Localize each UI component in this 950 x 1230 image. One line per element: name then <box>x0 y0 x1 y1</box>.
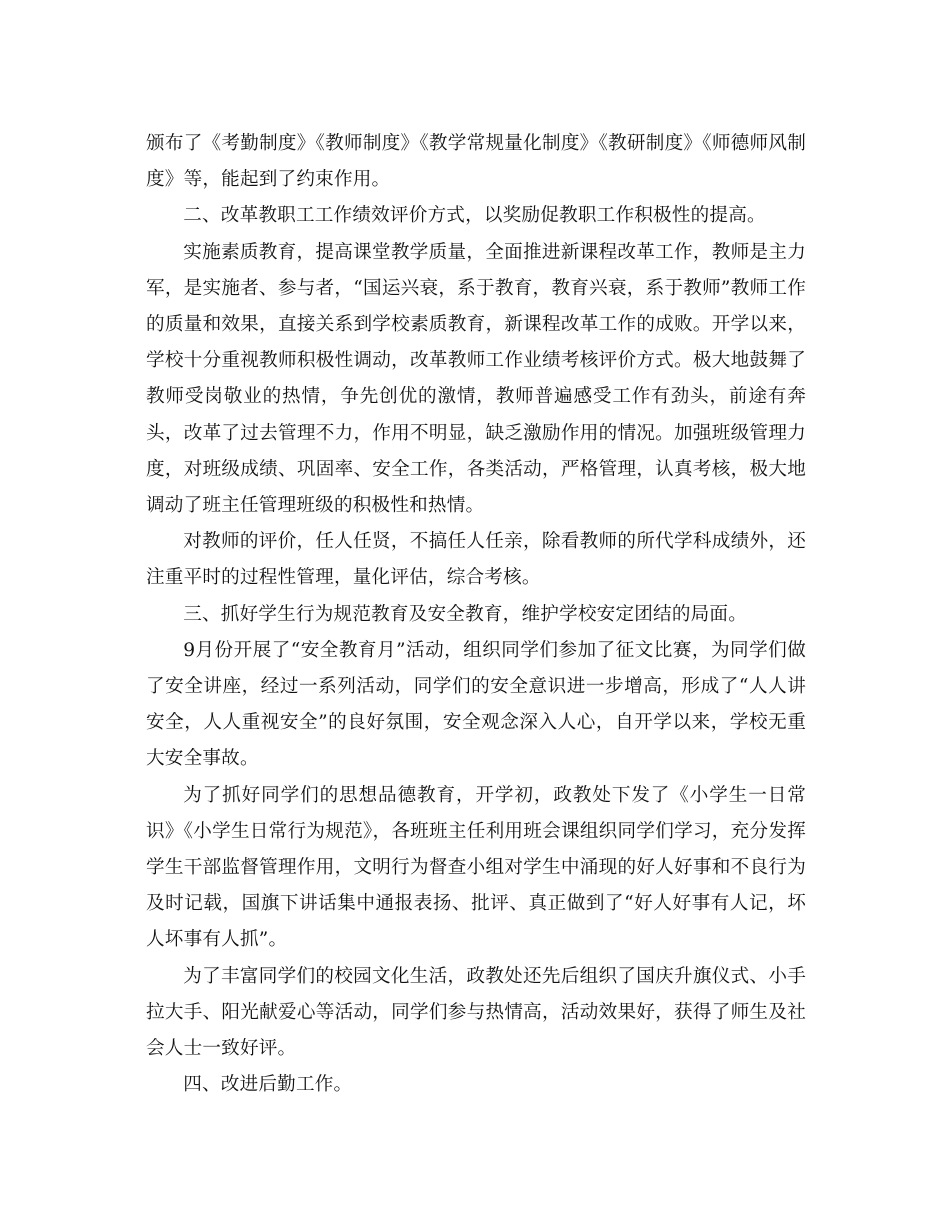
paragraph-regulations: 颁布了《考勤制度》《教师制度》《教学常规量化制度》《教研制度》《师德师风制度》等，能起到了约束作用。 <box>146 133 806 191</box>
paragraph-quality-education: 实施素质教育，提高课堂教学质量，全面推进新课程改革工作，教师是主力军，是实施者、参与者，“国运兴衰，系于教育，教育兴衰，系于教师”教师工作的质量和效果，直接关系到学校素质教育，新课程改革工作的成败。开学以来，学校十分重视教师积极性调动，改革教师工作业绩考核评价方式。极大地鼓舞了教师受岗敬业的热情，争先创优的激情，教师普遍感受工作有劲头，前途有奔头，改革了过去管理不力，作用不明显，缺乏激励作用的情况。加强班级管理力度，对班级成绩、巩固率、安全工作，各类活动，严格管理，认真考核，极大地调动了班主任管理班级的积极性和热情。 <box>146 241 806 517</box>
paragraph-teacher-evaluation: 对教师的评价，任人任贤，不搞任人任亲，除看教师的所代学科成绩外，还注重平时的过程性管理，量化评估，综合考核。 <box>146 531 806 589</box>
paragraph-moral-education: 为了抓好同学们的思想品德教育，开学初，政教处下发了《小学生一日常识》《小学生日常行为规范》，各班班主任利用班会课组织同学们学习，充分发挥学生干部监督管理作用，文明行为督查小组对学生中涌现的好人好事和不良行为及时记载，国旗下讲话集中通报表扬、批评、真正做到了“好人好事有人记，坏人坏事有人抓”。 <box>146 784 806 951</box>
document-body <box>146 126 806 1103</box>
heading-section-two: 二、改革教职工工作绩效评价方式，以奖励促教职工作积极性的提高。 <box>183 205 766 227</box>
paragraph-campus-culture: 为了丰富同学们的校园文化生活，政教处还先后组织了国庆升旗仪式、小手拉大手、阳光献爱心等活动，同学们参与热情高，活动效果好，获得了师生及社会人士一致好评。 <box>146 965 806 1060</box>
heading-section-three: 三、抓好学生行为规范教育及安全教育，维护学校安定团结的局面。 <box>183 603 748 625</box>
paragraph-safety-month: 9月份开展了“安全教育月”活动，组织同学们参加了征文比赛，为同学们做了安全讲座，经过一系列活动，同学们的安全意识进一步增高，形成了“人人讲安全，人人重视安全”的良好氛围，安全观念深入人心，自开学以来，学校无重大安全事故。 <box>146 639 806 770</box>
heading-section-four: 四、改进后勤工作。 <box>183 1074 353 1096</box>
